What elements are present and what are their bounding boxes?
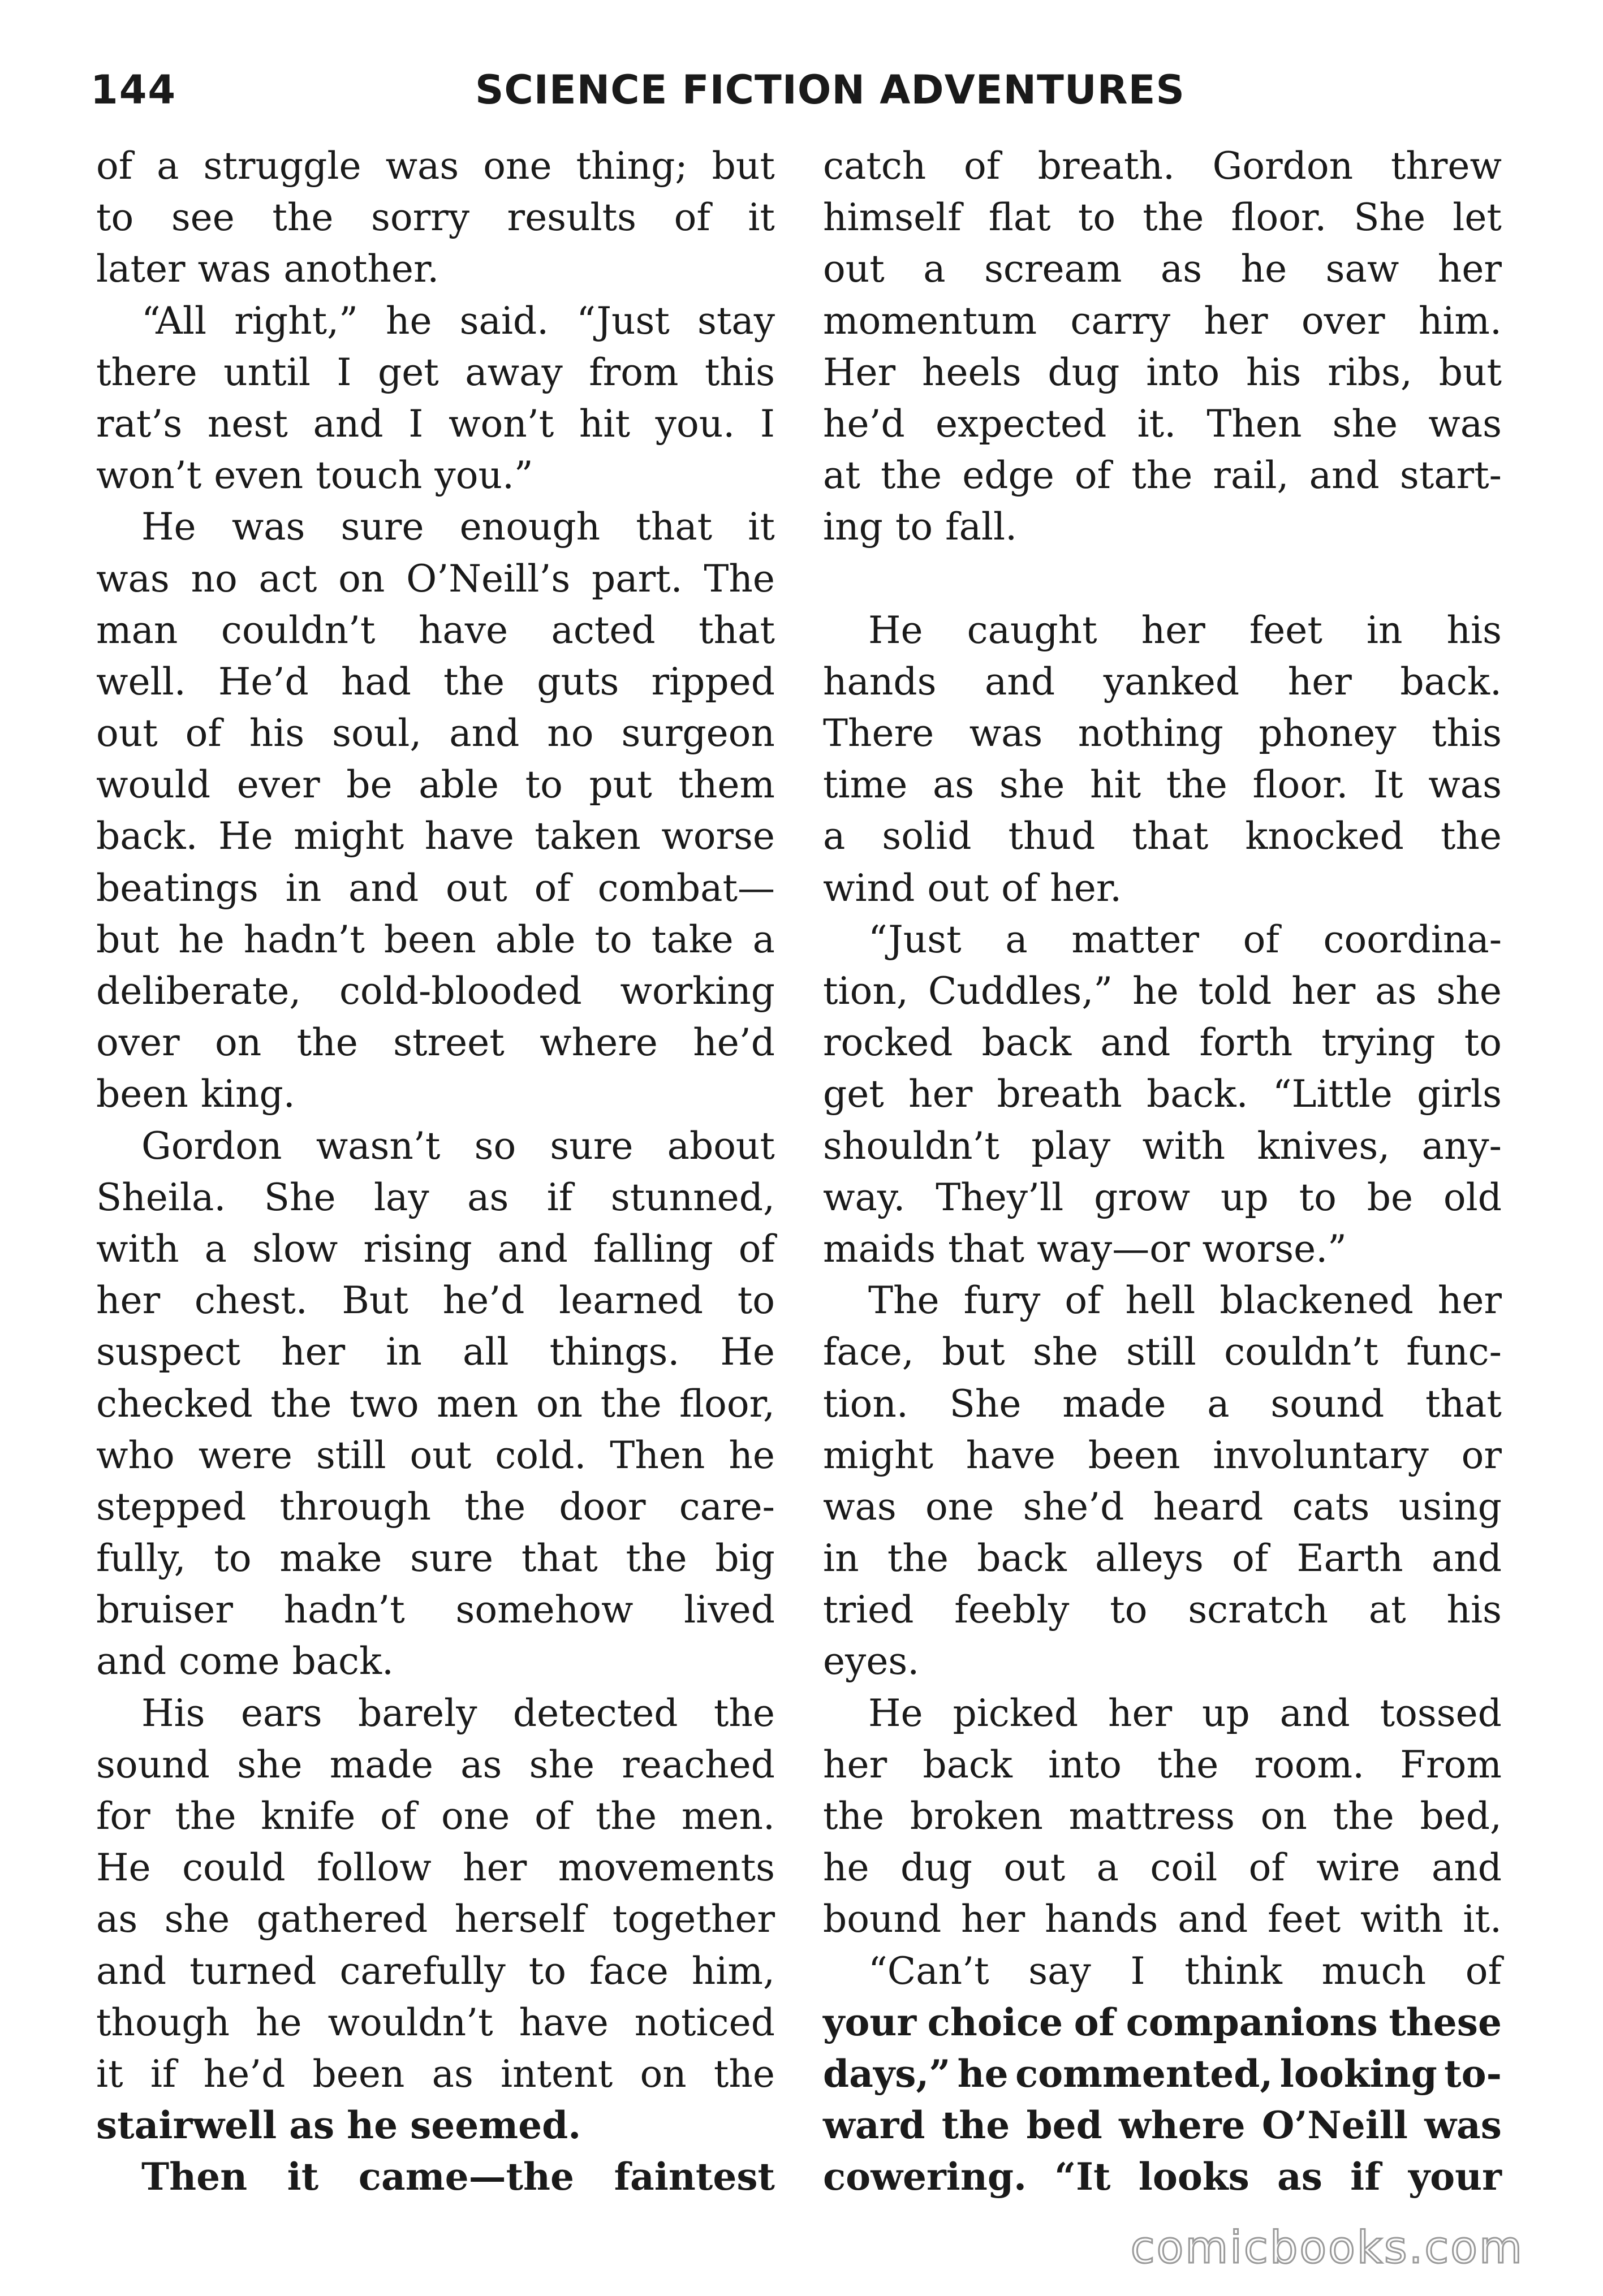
text-line: her back into the room. From <box>823 1742 1502 1786</box>
text-line: over on the street where he’d <box>96 1021 775 1065</box>
text-line: ing to fall. <box>823 505 1018 549</box>
text-line: momentum carry her over him. <box>823 299 1502 343</box>
text-line: face, but she still couldn’t func- <box>823 1330 1502 1374</box>
text-line: Her heels dug into his ribs, but <box>823 350 1502 394</box>
text-line: maids that way—or worse.” <box>823 1227 1347 1271</box>
text-line: stairwell as he seemed. <box>96 2103 581 2148</box>
text-line: out a scream as he saw her <box>823 247 1502 291</box>
text-line: He could follow her movements <box>96 1846 775 1890</box>
right-text-column <box>823 140 1502 2203</box>
text-line: rat’s nest and I won’t hit you. I <box>96 402 775 446</box>
text-line: “All right,” he said. “Just stay <box>141 299 775 343</box>
text-line: and turned carefully to face him, <box>96 1949 775 1993</box>
text-line: There was nothing phoney this <box>823 711 1502 756</box>
text-line: sound she made as she reached <box>96 1742 775 1786</box>
text-line: it if he’d been as intent on the <box>96 2052 775 2096</box>
text-line: later was another. <box>96 247 439 291</box>
text-line: a solid thud that knocked the <box>823 814 1502 858</box>
text-line: at the edge of the rail, and start- <box>823 454 1502 498</box>
text-line: cowering. “It looks as if your <box>823 2155 1502 2199</box>
text-line: himself flat to the floor. She let <box>823 196 1502 240</box>
text-line: with a slow rising and falling of <box>96 1227 775 1271</box>
text-line: bruiser hadn’t somehow lived <box>96 1588 775 1632</box>
left-text-column <box>96 140 775 2203</box>
text-line: He caught her feet in his <box>868 608 1502 652</box>
text-line: was no act on O’Neill’s part. The <box>96 556 775 601</box>
text-line: shouldn’t play with knives, any- <box>823 1124 1502 1168</box>
text-line: your choice of companions these <box>823 2000 1502 2044</box>
text-line: The fury of hell blackened her <box>868 1279 1502 1323</box>
text-line: suspect her in all things. He <box>96 1330 775 1374</box>
text-line: in the back alleys of Earth and <box>823 1537 1502 1581</box>
text-line: catch of breath. Gordon threw <box>823 144 1502 188</box>
text-line: her chest. But he’d learned to <box>96 1279 775 1323</box>
text-line: time as she hit the floor. It was <box>823 763 1502 807</box>
text-line: and come back. <box>96 1639 394 1684</box>
text-line: back. He might have taken worse <box>96 814 775 858</box>
text-line: of a struggle was one thing; but <box>96 144 775 188</box>
text-line: for the knife of one of the men. <box>96 1794 775 1838</box>
text-line: His ears barely detected the <box>141 1691 775 1735</box>
text-line: hands and yanked her back. <box>823 659 1502 704</box>
text-line: would ever be able to put them <box>96 763 775 807</box>
text-line: the broken mattress on the bed, <box>823 1794 1502 1838</box>
text-line: though he wouldn’t have noticed <box>96 2000 775 2044</box>
watermark: comicbooks.com <box>1130 2222 1524 2273</box>
text-line: tion, Cuddles,” he told her as she <box>823 969 1502 1013</box>
text-line: Sheila. She lay as if stunned, <box>96 1175 775 1219</box>
text-line: stepped through the door care- <box>96 1484 775 1529</box>
text-line: fully, to make sure that the big <box>96 1537 775 1581</box>
text-line: “Can’t say I think much of <box>868 1949 1502 1993</box>
text-line: man couldn’t have acted that <box>96 608 775 652</box>
text-line: days,” he commented, looking to- <box>823 2051 1502 2096</box>
text-line: checked the two men on the floor, <box>96 1382 775 1426</box>
text-line: He picked her up and tossed <box>868 1691 1502 1735</box>
text-line: there until I get away from this <box>96 350 775 394</box>
text-line: out of his soul, and no surgeon <box>96 711 775 756</box>
text-line: but he hadn’t been able to take a <box>96 917 775 961</box>
text-line: who were still out cold. Then he <box>96 1433 775 1477</box>
text-line: Gordon wasn’t so sure about <box>141 1124 775 1168</box>
text-line: deliberate, cold-blooded working <box>96 969 775 1013</box>
page-number: 144 <box>91 67 177 113</box>
text-line: tion. She made a sound that <box>823 1382 1502 1426</box>
text-line: was one she’d heard cats using <box>823 1484 1502 1529</box>
text-line: way. They’ll grow up to be old <box>823 1175 1502 1219</box>
text-line: well. He’d had the guts ripped <box>96 659 775 704</box>
text-line: He was sure enough that it <box>141 505 775 549</box>
text-line: bound her hands and feet with it. <box>823 1897 1502 1941</box>
text-line <box>823 553 1502 605</box>
text-line: he dug out a coil of wire and <box>823 1846 1502 1890</box>
text-line: been king. <box>96 1072 295 1116</box>
running-head: SCIENCE FICTION ADVENTURES <box>475 67 1185 113</box>
text-line: rocked back and forth trying to <box>823 1021 1502 1065</box>
text-line: as she gathered herself together <box>96 1897 775 1941</box>
text-line: Then it came—the faintest <box>141 2155 775 2199</box>
text-line: get her breath back. “Little girls <box>823 1072 1502 1116</box>
text-line: won’t even touch you.” <box>96 454 533 498</box>
text-line: wind out of her. <box>823 866 1122 910</box>
text-line: beatings in and out of combat— <box>96 866 775 910</box>
text-line: ward the bed where O’Neill was <box>823 2103 1502 2148</box>
text-line: to see the sorry results of it <box>96 196 775 240</box>
text-line: he’d expected it. Then she was <box>823 402 1502 446</box>
text-line: might have been involuntary or <box>823 1433 1502 1477</box>
text-line: tried feebly to scratch at his <box>823 1588 1502 1632</box>
text-line: “Just a matter of coordina- <box>868 917 1502 961</box>
text-line: eyes. <box>823 1639 920 1684</box>
